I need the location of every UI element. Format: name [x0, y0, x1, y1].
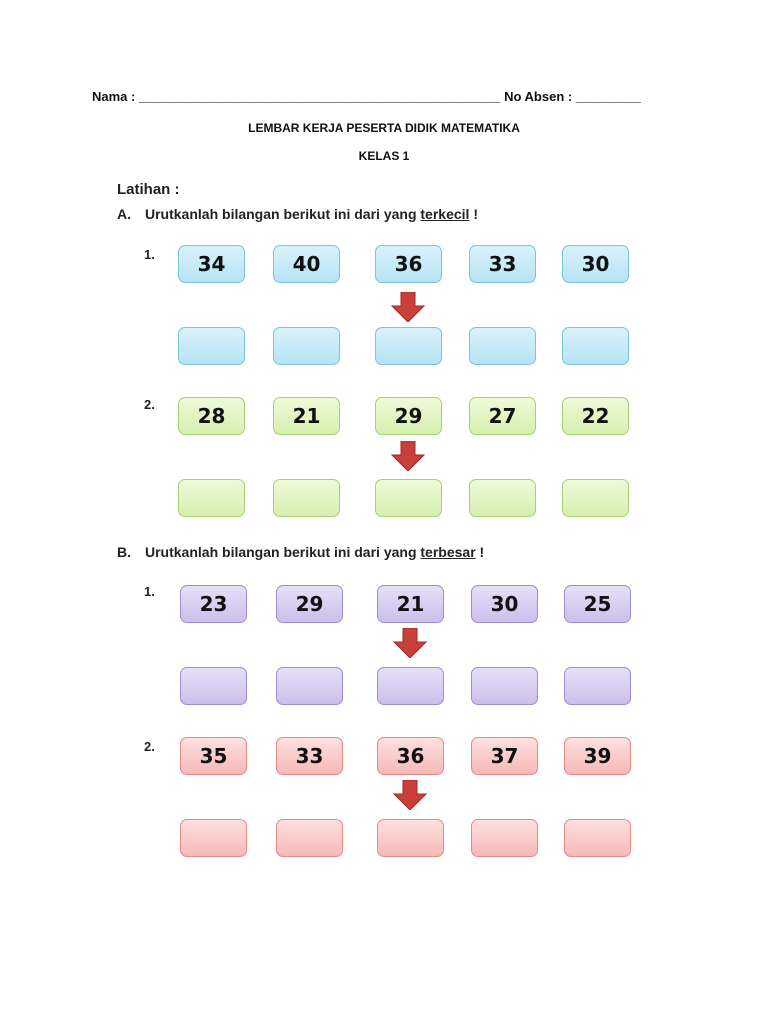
- number-card: 25: [564, 585, 631, 623]
- section-b-item2-number: 2.: [144, 739, 155, 754]
- number-card: 35: [180, 737, 247, 775]
- answer-box[interactable]: [180, 819, 247, 857]
- number-card: 36: [375, 245, 442, 283]
- answer-box[interactable]: [273, 479, 340, 517]
- answer-box[interactable]: [178, 479, 245, 517]
- answer-box[interactable]: [375, 479, 442, 517]
- answer-box[interactable]: [377, 819, 444, 857]
- answer-box[interactable]: [178, 327, 245, 365]
- section-a-suffix: !: [469, 206, 478, 222]
- answer-box[interactable]: [469, 479, 536, 517]
- answer-box[interactable]: [273, 327, 340, 365]
- latihan-label: Latihan :: [117, 181, 180, 198]
- number-card: 28: [178, 397, 245, 435]
- section-a-text: Urutkanlah bilangan berikut ini dari yang: [145, 206, 421, 222]
- section-a-keyword: terkecil: [420, 206, 470, 222]
- down-arrow-icon: [392, 780, 428, 810]
- class-label: KELAS 1: [358, 149, 410, 163]
- number-card: 40: [273, 245, 340, 283]
- answer-box[interactable]: [469, 327, 536, 365]
- answer-box[interactable]: [276, 667, 343, 705]
- answer-box[interactable]: [471, 819, 538, 857]
- down-arrow-icon: [390, 292, 426, 322]
- number-card: 21: [273, 397, 340, 435]
- number-card: 23: [180, 585, 247, 623]
- number-card: 29: [375, 397, 442, 435]
- number-card: 33: [469, 245, 536, 283]
- section-b-suffix: !: [475, 544, 485, 560]
- answer-box[interactable]: [562, 479, 629, 517]
- answer-box[interactable]: [377, 667, 444, 705]
- number-card: 29: [276, 585, 343, 623]
- answer-box[interactable]: [471, 667, 538, 705]
- worksheet-title: LEMBAR KERJA PESERTA DIDIK MATEMATIKA: [248, 121, 520, 135]
- answer-box[interactable]: [180, 667, 247, 705]
- down-arrow-icon: [390, 441, 426, 471]
- section-b-text: Urutkanlah bilangan berikut ini dari yang: [145, 544, 421, 560]
- answer-box[interactable]: [562, 327, 629, 365]
- section-b-item1-number: 1.: [144, 584, 155, 599]
- number-card: 39: [564, 737, 631, 775]
- number-card: 34: [178, 245, 245, 283]
- number-card: 37: [471, 737, 538, 775]
- answer-box[interactable]: [375, 327, 442, 365]
- section-b-letter: B.: [117, 544, 131, 560]
- answer-box[interactable]: [276, 819, 343, 857]
- section-a-letter: A.: [117, 206, 131, 222]
- number-card: 30: [562, 245, 629, 283]
- answer-box[interactable]: [564, 667, 631, 705]
- answer-box[interactable]: [564, 819, 631, 857]
- number-card: 30: [471, 585, 538, 623]
- section-b-keyword: terbesar: [420, 544, 476, 560]
- section-a-heading: [117, 206, 478, 222]
- number-card: 21: [377, 585, 444, 623]
- number-card: 27: [469, 397, 536, 435]
- number-card: 36: [377, 737, 444, 775]
- number-card: 22: [562, 397, 629, 435]
- section-b-heading: [117, 544, 484, 560]
- section-a-item2-number: 2.: [144, 397, 155, 412]
- name-absen-line: Nama : __________________________________________________ No Absen : _________: [92, 89, 641, 104]
- down-arrow-icon: [392, 628, 428, 658]
- number-card: 33: [276, 737, 343, 775]
- section-a-item1-number: 1.: [144, 247, 155, 262]
